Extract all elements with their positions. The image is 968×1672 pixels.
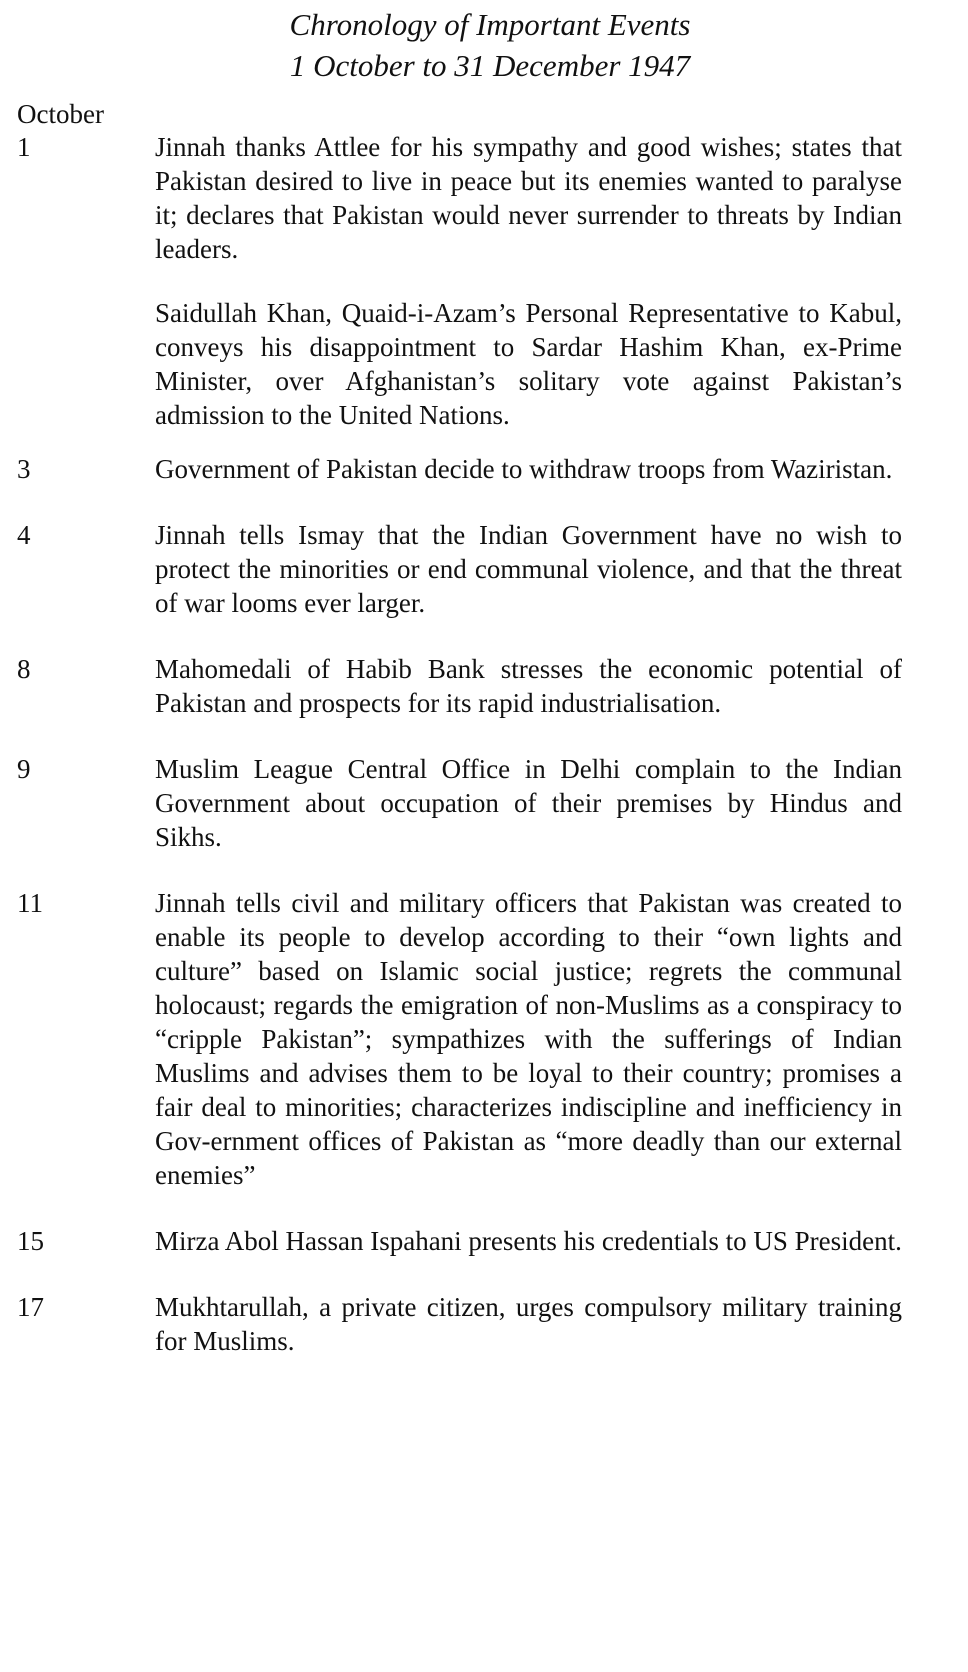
entry-day: 15 (17, 1226, 44, 1256)
chronology-entry (0, 130, 968, 432)
entry-paragraph: Government of Pakistan decide to withdraw troops from Waziristan. (155, 454, 893, 484)
entry-paragraph: Mirza Abol Hassan Ispahani presents his credentials to US President. (155, 1226, 902, 1256)
entry-day: 3 (17, 454, 31, 484)
entry-day: 4 (17, 520, 31, 550)
chronology-entry (0, 652, 968, 720)
chronology-entry (0, 1224, 968, 1258)
entry-day: 1 (17, 132, 31, 162)
entry-paragraph: Muslim League Central Office in Delhi complain to the Indian Government about occupation of their premises by Hindus and Sikhs. (155, 754, 902, 852)
entry-day: 17 (17, 1292, 44, 1322)
entry-day: 9 (17, 754, 31, 784)
page-title (200, 4, 780, 86)
entry-text (155, 752, 902, 854)
entry-text (155, 452, 902, 486)
entry-paragraph: Mukhtarullah, a private citizen, urges compulsory military training for Muslims. (155, 1292, 902, 1356)
entry-text (155, 1290, 902, 1358)
entry-paragraph: Jinnah tells Ismay that the Indian Government have no wish to protect the minorities or end communal violence, and that the threat of war looms ever larger. (155, 520, 902, 618)
entry-text (155, 886, 902, 1192)
entry-paragraph: Mahomedali of Habib Bank stresses the economic potential of Pakistan and prospects for its rapid industrialisation. (155, 654, 902, 718)
entry-text (155, 652, 902, 720)
chronology-entry (0, 1290, 968, 1358)
chronology-entry (0, 452, 968, 486)
entry-day: 8 (17, 654, 31, 684)
entry-text (155, 518, 902, 620)
entry-day: 11 (17, 888, 43, 918)
chronology-entry (0, 518, 968, 620)
month-heading: October (17, 99, 104, 129)
entry-text (155, 1224, 902, 1258)
title-line-1: Chronology of Important Events (289, 7, 691, 42)
title-line-2: 1 October to 31 December 1947 (289, 48, 691, 83)
entry-text (155, 130, 902, 432)
entry-paragraph: Saidullah Khan, Quaid-i-Azam’s Personal Representative to Kabul, conveys his disappointment to Sardar Hashim Khan, ex-Prime Minister, over Afghanistan’s solitary vote against Pakistan’s admission to the United Nations. (155, 298, 902, 430)
chronology-entry (0, 886, 968, 1192)
chronology-list (0, 130, 968, 1390)
chronology-entry (0, 752, 968, 854)
entry-paragraph: Jinnah thanks Attlee for his sympathy and good wishes; states that Pakistan desired to live in peace but its enemies wanted to paralyse it; declares that Pakistan would never surrender to threats by Indian leaders. (155, 132, 902, 264)
entry-paragraph: Jinnah tells civil and military officers that Pakistan was created to enable its people to develop according to their “own lights and culture” based on Islamic social justice; regrets the communal holocaust; regards the emigration of non-Muslims as a conspiracy to “cripple Pakistan”; sympathizes with the sufferings of Indian Muslims and advises them to be loyal to their country; promises a fair deal to minorities; characterizes indiscipline and inefficiency in Gov-ernment offices of Pakistan as “more deadly than our external enemies” (155, 888, 902, 1190)
